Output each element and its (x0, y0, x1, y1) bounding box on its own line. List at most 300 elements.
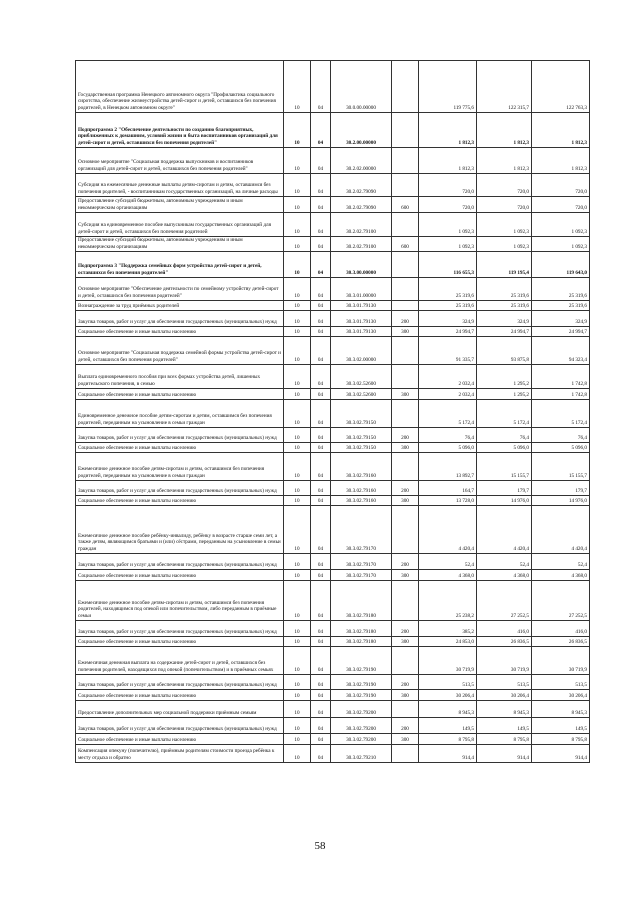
row-target-code: 30.3.02.79170 (331, 506, 392, 554)
table-row (76, 701, 590, 718)
row-amount-year3: 324,9 (532, 311, 590, 327)
row-subsection: 04 (311, 554, 331, 570)
row-section: 10 (284, 453, 311, 481)
row-amount-year1: 25 238,2 (419, 581, 477, 621)
row-name: Социальное обеспечение и иные выплаты населению (76, 570, 284, 581)
row-amount-year1: 30 206,4 (419, 690, 477, 701)
row-section: 10 (284, 690, 311, 701)
row-amount-year1: 76,4 (419, 428, 477, 443)
row-subsection: 04 (311, 337, 331, 365)
row-section: 10 (284, 252, 311, 278)
row-section: 10 (284, 428, 311, 443)
row-subsection: 04 (311, 570, 331, 581)
row-section: 10 (284, 701, 311, 718)
row-name: Закупка товаров, работ и услуг для обеспечения государственных (муниципальных) нужд (76, 675, 284, 690)
row-section: 10 (284, 647, 311, 675)
row-expense-type: 300 (392, 637, 419, 647)
row-amount-year1: 1 092,3 (419, 213, 477, 237)
table-row (76, 213, 590, 237)
row-subsection: 04 (311, 113, 331, 148)
row-amount-year2: 25 319,6 (477, 301, 532, 311)
row-target-code: 30.3.02.79180 (331, 621, 392, 637)
row-target-code: 30.2.02.79090 (331, 197, 392, 213)
row-name: Закупка товаров, работ и услуг для обеспечения государственных (муниципальных) нужд (76, 428, 284, 443)
row-amount-year3: 914,4 (532, 745, 590, 763)
row-subsection: 04 (311, 637, 331, 647)
row-amount-year2: 720,0 (477, 197, 532, 213)
row-amount-year3: 5 096,0 (532, 443, 590, 453)
page-number: 58 (314, 840, 326, 852)
row-name: Компенсация опекуну (попечителю), приёмным родителям стоимости проезда ребёнка к месту отдыха и обратно (76, 745, 284, 763)
row-amount-year1: 1 092,3 (419, 237, 477, 252)
row-amount-year3: 25 319,6 (532, 301, 590, 311)
row-target-code: 30.2.02.79100 (331, 213, 392, 237)
row-subsection: 04 (311, 237, 331, 252)
row-amount-year1: 13 728,0 (419, 496, 477, 506)
row-target-code: 30.3.02.79150 (331, 443, 392, 453)
row-amount-year2: 14 976,0 (477, 496, 532, 506)
row-target-code: 30.3.02.79190 (331, 690, 392, 701)
table-row (76, 506, 590, 554)
row-amount-year3: 26 836,5 (532, 637, 590, 647)
row-amount-year2: 93 875,8 (477, 337, 532, 365)
row-expense-type (392, 581, 419, 621)
row-amount-year3: 720,0 (532, 197, 590, 213)
row-section: 10 (284, 278, 311, 301)
table-row (76, 389, 590, 400)
row-amount-year3: 8 945,3 (532, 701, 590, 718)
row-subsection: 04 (311, 496, 331, 506)
row-amount-year2: 324,9 (477, 311, 532, 327)
row-amount-year2: 4 368,0 (477, 570, 532, 581)
row-amount-year3: 1 812,3 (532, 148, 590, 174)
row-target-code: 30.3.02.79200 (331, 718, 392, 734)
row-expense-type: 200 (392, 481, 419, 496)
row-expense-type (392, 113, 419, 148)
row-subsection: 04 (311, 213, 331, 237)
row-subsection: 04 (311, 327, 331, 337)
row-amount-year3: 1 092,3 (532, 213, 590, 237)
row-name: Социальное обеспечение и иные выплаты населению (76, 327, 284, 337)
row-section: 10 (284, 734, 311, 745)
row-name: Основное мероприятие "Обеспечение деятельности по семейному устройству детей-сирот и детей, оставшихся без попечения родителей" (76, 278, 284, 301)
row-target-code: 30.2.02.79090 (331, 174, 392, 197)
table-row (76, 481, 590, 496)
row-amount-year1: 1 812,3 (419, 113, 477, 148)
row-section: 10 (284, 213, 311, 237)
row-subsection: 04 (311, 647, 331, 675)
row-amount-year2: 914,4 (477, 745, 532, 763)
row-target-code: 30.3.02.52600 (331, 365, 392, 389)
row-amount-year3: 24 994,7 (532, 327, 590, 337)
row-expense-type (392, 745, 419, 763)
row-amount-year1: 914,4 (419, 745, 477, 763)
row-subsection: 04 (311, 690, 331, 701)
row-expense-type: 300 (392, 327, 419, 337)
row-section: 10 (284, 61, 311, 113)
table-row (76, 311, 590, 327)
row-target-code: 30.2.02.00000 (331, 148, 392, 174)
row-amount-year3: 119 643,0 (532, 252, 590, 278)
row-amount-year2: 1 092,3 (477, 213, 532, 237)
row-name: Закупка товаров, работ и услуг для обеспечения государственных (муниципальных) нужд (76, 718, 284, 734)
row-subsection: 04 (311, 701, 331, 718)
row-subsection: 04 (311, 745, 331, 763)
row-amount-year1: 8 945,3 (419, 701, 477, 718)
row-amount-year1: 720,0 (419, 174, 477, 197)
row-expense-type (392, 337, 419, 365)
row-name: Закупка товаров, работ и услуг для обеспечения государственных (муниципальных) нужд (76, 481, 284, 496)
row-subsection: 04 (311, 428, 331, 443)
row-name: Субсидия на единовременное пособие выпускникам государственных организаций для детей-сирот и детей, оставшихся без попечения родителей (76, 213, 284, 237)
row-amount-year3: 76,4 (532, 428, 590, 443)
row-target-code: 30.3.02.79180 (331, 637, 392, 647)
row-amount-year3: 416,0 (532, 621, 590, 637)
row-target-code: 30.3.02.00000 (331, 337, 392, 365)
table-row (76, 496, 590, 506)
row-amount-year3: 1 742,8 (532, 389, 590, 400)
row-name: Социальное обеспечение и иные выплаты населению (76, 496, 284, 506)
row-amount-year2: 1 295,2 (477, 389, 532, 400)
table-row (76, 745, 590, 763)
row-section: 10 (284, 581, 311, 621)
row-expense-type: 300 (392, 690, 419, 701)
row-name: Предоставление субсидий бюджетным, автономным учреждениям и иным некоммерческим организациям (76, 197, 284, 213)
row-name: Единовременное денежное пособие детям-сиротам и детям, оставшимся без попечения родителей, переданным на усыновление в семьи граждан (76, 400, 284, 428)
table-row (76, 428, 590, 443)
table-row (76, 675, 590, 690)
row-amount-year2: 26 836,5 (477, 637, 532, 647)
table-row (76, 690, 590, 701)
row-section: 10 (284, 443, 311, 453)
budget-table (75, 60, 590, 763)
row-subsection: 04 (311, 148, 331, 174)
row-section: 10 (284, 337, 311, 365)
row-amount-year3: 15 155,7 (532, 453, 590, 481)
row-name: Социальное обеспечение и иные выплаты населению (76, 443, 284, 453)
row-expense-type (392, 301, 419, 311)
row-amount-year1: 4 420,4 (419, 506, 477, 554)
row-name: Ежемесячная денежная выплата на содержание детей-сирот и детей, оставшихся без попечения родителей, находящихся под опекой (попечительством) и в приёмных семьях (76, 647, 284, 675)
row-section: 10 (284, 675, 311, 690)
row-name: Закупка товаров, работ и услуг для обеспечения государственных (муниципальных) нужд (76, 554, 284, 570)
row-amount-year2: 720,0 (477, 174, 532, 197)
row-amount-year3: 122 763,3 (532, 61, 590, 113)
budget-table-body (76, 61, 590, 763)
row-name: Предоставление субсидий бюджетным, автономным учреждениям и иным некоммерческим организациям (76, 237, 284, 252)
row-section: 10 (284, 301, 311, 311)
row-expense-type (392, 647, 419, 675)
table-row (76, 61, 590, 113)
row-section: 10 (284, 621, 311, 637)
row-amount-year3: 1 812,3 (532, 113, 590, 148)
row-amount-year1: 324,9 (419, 311, 477, 327)
row-target-code: 30.3.02.52600 (331, 389, 392, 400)
row-amount-year1: 24 994,7 (419, 327, 477, 337)
row-name: Социальное обеспечение и иные выплаты населению (76, 637, 284, 647)
row-target-code: 30.3.02.79200 (331, 734, 392, 745)
row-amount-year2: 52,4 (477, 554, 532, 570)
row-expense-type: 600 (392, 197, 419, 213)
row-subsection: 04 (311, 389, 331, 400)
row-name: Ежемесячное денежное пособие детям-сиротам и детям, оставшимся без попечения родителей, переданным на усыновление в семьи граждан (76, 453, 284, 481)
row-amount-year1: 149,5 (419, 718, 477, 734)
row-expense-type (392, 453, 419, 481)
row-expense-type (392, 252, 419, 278)
row-amount-year2: 25 319,6 (477, 278, 532, 301)
row-expense-type: 200 (392, 675, 419, 690)
row-expense-type (392, 61, 419, 113)
row-expense-type (392, 174, 419, 197)
row-target-code: 30.3.01.79130 (331, 311, 392, 327)
row-amount-year2: 1 295,2 (477, 365, 532, 389)
row-amount-year3: 14 976,0 (532, 496, 590, 506)
row-amount-year3: 94 323,4 (532, 337, 590, 365)
row-section: 10 (284, 174, 311, 197)
row-expense-type: 300 (392, 570, 419, 581)
table-row (76, 278, 590, 301)
row-section: 10 (284, 365, 311, 389)
table-row (76, 718, 590, 734)
row-amount-year2: 5 172,4 (477, 400, 532, 428)
row-amount-year1: 24 853,0 (419, 637, 477, 647)
row-name: Социальное обеспечение и иные выплаты населению (76, 690, 284, 701)
table-row (76, 400, 590, 428)
row-amount-year2: 119 195,4 (477, 252, 532, 278)
row-amount-year2: 179,7 (477, 481, 532, 496)
row-amount-year1: 25 319,6 (419, 301, 477, 311)
row-amount-year1: 116 655,3 (419, 252, 477, 278)
table-row (76, 148, 590, 174)
row-subsection: 04 (311, 453, 331, 481)
row-amount-year2: 149,5 (477, 718, 532, 734)
row-section: 10 (284, 389, 311, 400)
table-row (76, 570, 590, 581)
row-name: Вознаграждение за труд приёмных родителей (76, 301, 284, 311)
row-amount-year1: 513,5 (419, 675, 477, 690)
table-row (76, 252, 590, 278)
row-amount-year1: 5 096,0 (419, 443, 477, 453)
row-amount-year2: 1 812,3 (477, 148, 532, 174)
row-amount-year2: 1 812,3 (477, 113, 532, 148)
row-target-code: 30.3.01.79130 (331, 327, 392, 337)
table-row (76, 301, 590, 311)
row-amount-year2: 416,0 (477, 621, 532, 637)
table-row (76, 337, 590, 365)
row-subsection: 04 (311, 174, 331, 197)
row-target-code: 30.3.02.79160 (331, 496, 392, 506)
row-amount-year2: 76,4 (477, 428, 532, 443)
row-amount-year3: 149,5 (532, 718, 590, 734)
row-amount-year2: 122 315,7 (477, 61, 532, 113)
row-name: Подпрограмма 2 "Обеспечение деятельности по созданию благоприятных, приближенных к домашним, условий жизни и быта воспитанников организаций для детей-сирот и детей, оставшихся без попечения родителей" (76, 113, 284, 148)
row-subsection: 04 (311, 61, 331, 113)
row-target-code: 30.3.02.79190 (331, 647, 392, 675)
row-expense-type: 300 (392, 496, 419, 506)
row-amount-year3: 720,0 (532, 174, 590, 197)
row-name: Социальное обеспечение и иные выплаты населению (76, 734, 284, 745)
table-row (76, 647, 590, 675)
row-amount-year1: 720,0 (419, 197, 477, 213)
row-subsection: 04 (311, 443, 331, 453)
row-amount-year3: 1 742,8 (532, 365, 590, 389)
row-section: 10 (284, 637, 311, 647)
row-section: 10 (284, 745, 311, 763)
table-row (76, 237, 590, 252)
row-expense-type (392, 213, 419, 237)
row-amount-year3: 4 420,4 (532, 506, 590, 554)
row-expense-type (392, 365, 419, 389)
row-expense-type (392, 278, 419, 301)
row-section: 10 (284, 197, 311, 213)
row-subsection: 04 (311, 506, 331, 554)
row-amount-year1: 385,2 (419, 621, 477, 637)
table-row (76, 365, 590, 389)
row-section: 10 (284, 148, 311, 174)
row-subsection: 04 (311, 278, 331, 301)
budget-table-sheet (75, 60, 589, 763)
row-section: 10 (284, 400, 311, 428)
row-amount-year2: 15 155,7 (477, 453, 532, 481)
row-expense-type: 300 (392, 389, 419, 400)
row-amount-year3: 4 368,0 (532, 570, 590, 581)
row-name: Основное мероприятие "Социальная поддержка семейной формы устройства детей-сирот и детей, оставшихся без попечения родителей" (76, 337, 284, 365)
row-target-code: 30.0.00.00000 (331, 61, 392, 113)
table-row (76, 621, 590, 637)
row-subsection: 04 (311, 675, 331, 690)
row-amount-year3: 30 206,4 (532, 690, 590, 701)
row-name: Субсидия на ежемесячные денежные выплаты детям-сиротам и детям, оставшимся без попечения родителей, - воспитанникам государственных организаций, на личные расходы (76, 174, 284, 197)
row-target-code: 30.3.02.79190 (331, 675, 392, 690)
row-subsection: 04 (311, 734, 331, 745)
row-subsection: 04 (311, 197, 331, 213)
row-expense-type (392, 506, 419, 554)
table-row (76, 581, 590, 621)
row-target-code: 30.3.02.79180 (331, 581, 392, 621)
row-name: Предоставление дополнительных мер социальной поддержки приёмным семьям (76, 701, 284, 718)
row-amount-year1: 5 172,4 (419, 400, 477, 428)
row-amount-year1: 119 775,6 (419, 61, 477, 113)
row-amount-year1: 8 795,8 (419, 734, 477, 745)
row-expense-type: 200 (392, 554, 419, 570)
table-row (76, 197, 590, 213)
row-name: Основное мероприятие "Социальная поддержка выпускников и воспитанников организаций для детей-сирот и детей, оставшихся без попечения родителей" (76, 148, 284, 174)
row-section: 10 (284, 554, 311, 570)
row-name: Закупка товаров, работ и услуг для обеспечения государственных (муниципальных) нужд (76, 311, 284, 327)
table-row (76, 443, 590, 453)
row-subsection: 04 (311, 481, 331, 496)
row-target-code: 30.3.01.00000 (331, 278, 392, 301)
row-amount-year2: 8 945,3 (477, 701, 532, 718)
row-target-code: 30.3.02.79170 (331, 554, 392, 570)
table-row (76, 554, 590, 570)
row-section: 10 (284, 506, 311, 554)
table-row (76, 453, 590, 481)
row-expense-type (392, 701, 419, 718)
row-amount-year2: 30 206,4 (477, 690, 532, 701)
row-amount-year1: 25 319,6 (419, 278, 477, 301)
row-amount-year1: 13 892,7 (419, 453, 477, 481)
row-section: 10 (284, 570, 311, 581)
row-target-code: 30.3.02.79210 (331, 745, 392, 763)
row-amount-year2: 8 795,8 (477, 734, 532, 745)
row-amount-year1: 52,4 (419, 554, 477, 570)
row-expense-type: 200 (392, 428, 419, 443)
row-amount-year1: 30 719,9 (419, 647, 477, 675)
table-row (76, 637, 590, 647)
row-expense-type: 200 (392, 311, 419, 327)
row-amount-year2: 513,5 (477, 675, 532, 690)
row-subsection: 04 (311, 311, 331, 327)
row-expense-type: 300 (392, 734, 419, 745)
row-target-code: 30.3.02.79200 (331, 701, 392, 718)
row-name: Ежемесячное денежное пособие ребёнку-инвалиду, ребёнку в возрасте старше семи лет, а также детям, являющимся братьями и (или) сёстрами, переданным на усыновление в семьи граждан (76, 506, 284, 554)
row-amount-year1: 1 812,3 (419, 148, 477, 174)
row-target-code: 30.2.02.79100 (331, 237, 392, 252)
row-amount-year2: 27 252,5 (477, 581, 532, 621)
row-amount-year1: 91 335,7 (419, 337, 477, 365)
row-amount-year3: 8 795,8 (532, 734, 590, 745)
row-expense-type (392, 148, 419, 174)
row-section: 10 (284, 311, 311, 327)
table-row (76, 327, 590, 337)
row-amount-year1: 4 368,0 (419, 570, 477, 581)
row-section: 10 (284, 113, 311, 148)
row-target-code: 30.3.01.79130 (331, 301, 392, 311)
row-name: Закупка товаров, работ и услуг для обеспечения государственных (муниципальных) нужд (76, 621, 284, 637)
row-name: Подпрограмма 3 "Поддержка семейных форм устройства детей-сирот и детей, оставшихся без попечения родителей" (76, 252, 284, 278)
row-amount-year3: 27 252,5 (532, 581, 590, 621)
row-expense-type: 200 (392, 718, 419, 734)
row-subsection: 04 (311, 718, 331, 734)
row-amount-year3: 25 319,6 (532, 278, 590, 301)
row-target-code: 30.3.02.79160 (331, 481, 392, 496)
row-amount-year2: 5 096,0 (477, 443, 532, 453)
row-subsection: 04 (311, 301, 331, 311)
row-subsection: 04 (311, 581, 331, 621)
row-target-code: 30.3.02.79170 (331, 570, 392, 581)
row-amount-year3: 5 172,4 (532, 400, 590, 428)
table-row (76, 113, 590, 148)
row-amount-year2: 24 994,7 (477, 327, 532, 337)
row-expense-type: 600 (392, 237, 419, 252)
row-subsection: 04 (311, 252, 331, 278)
row-section: 10 (284, 327, 311, 337)
row-amount-year2: 30 719,9 (477, 647, 532, 675)
row-target-code: 30.3.02.79150 (331, 400, 392, 428)
row-target-code: 30.3.02.79150 (331, 428, 392, 443)
table-row (76, 734, 590, 745)
row-section: 10 (284, 237, 311, 252)
row-amount-year2: 1 092,3 (477, 237, 532, 252)
row-section: 10 (284, 481, 311, 496)
row-amount-year1: 164,7 (419, 481, 477, 496)
row-amount-year3: 513,5 (532, 675, 590, 690)
row-subsection: 04 (311, 400, 331, 428)
row-name: Выплата единовременного пособия при всех формах устройства детей, лишенных родительского попечения, в семью (76, 365, 284, 389)
row-amount-year1: 2 032,4 (419, 365, 477, 389)
row-amount-year3: 179,7 (532, 481, 590, 496)
row-expense-type (392, 400, 419, 428)
row-amount-year3: 30 719,9 (532, 647, 590, 675)
row-name: Ежемесячное денежное пособие детям-сиротам и детям, оставшимся без попечения родителей, находящимся под опекой или попечительством, либо переданным в приёмные семьи (76, 581, 284, 621)
row-name: Государственная программа Ненецкого автономного округа "Профилактика социального сиротства, обеспечение жизнеустройства детей-сирот и детей, оставшихся без попечения родителей, в Ненецком автономном округе" (76, 61, 284, 113)
row-subsection: 04 (311, 621, 331, 637)
row-target-code: 30.2.00.00000 (331, 113, 392, 148)
row-expense-type: 200 (392, 621, 419, 637)
row-section: 10 (284, 496, 311, 506)
row-target-code: 30.3.02.79160 (331, 453, 392, 481)
